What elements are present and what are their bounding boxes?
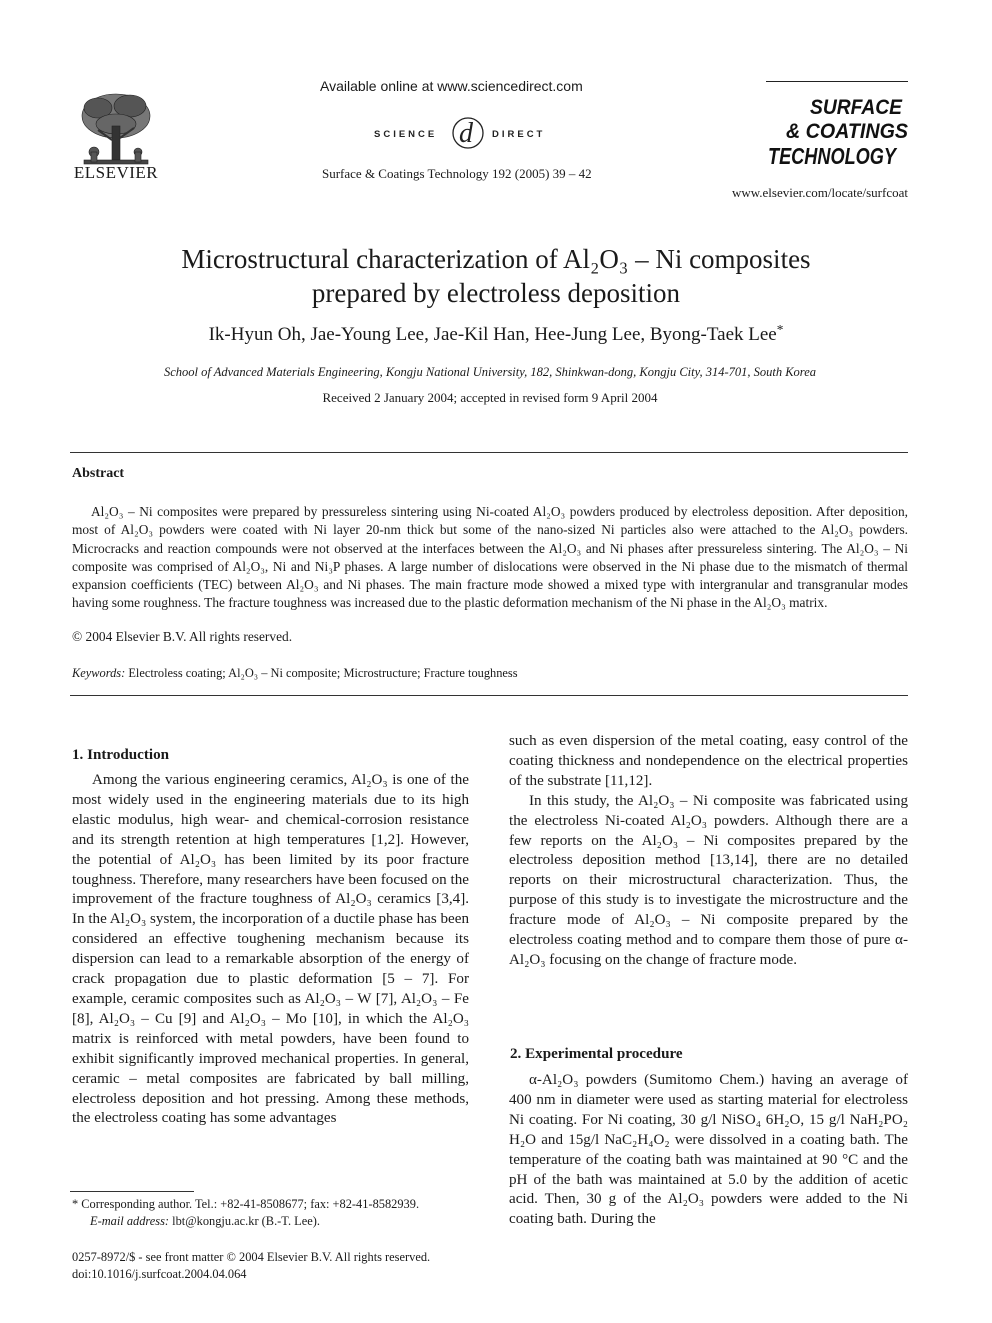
journal-logo-line-3: TECHNOLOGY bbox=[768, 143, 899, 169]
intro-paragraph-1: Among the various engineering ceramics, Al₂O₃ is one of the most widely used in the engineering materials due to its high elastic modulus, high wear- and chemical-corrosion resistance and its strength retention at high temperatures [1,2]. However, the potential of Al₂O₃ has been limited by its poor fracture toughness. Therefore, many researchers have been focused on the improvement of the fracture toughness of Al₂O₃ ceramics [3,4]. In the Al₂O₃ system, the incorporation of a ductile phase has been considered an effective toughening mechanism because its dispersion can lead to a remarkable absorption of the energy of crack propagation due to plastic deformation [5 – 7]. For example, ceramic composites such as Al₂O₃ – W [7], Al₂O₃ – Fe [8], Al₂O₃ – Cu [9] and Al₂O₃ – Mo [10], in which the Al₂O₃ matrix is reinforced with metal powders, have been found to exhibit significantly improved mechanical properties. In general, ceramic – metal composites are fabricated by ball milling, electroless deposition and hot pressing. Among these methods, the electroless coating has some advantages bbox=[72, 772, 469, 1127]
section-heading-introduction: 1. Introduction bbox=[72, 746, 170, 763]
email-address[interactable]: lbt@kongju.ac.kr (B.-T. Lee). bbox=[172, 1214, 320, 1228]
journal-logo-line-2: & COATINGS bbox=[786, 120, 908, 143]
abstract-bottom-rule bbox=[70, 695, 908, 696]
sd-logo-right-text: DIRECT bbox=[492, 129, 546, 140]
journal-url[interactable]: www.elsevier.com/locate/surfcoat bbox=[731, 185, 908, 200]
abstract-copyright: © 2004 Elsevier B.V. All rights reserved. bbox=[72, 629, 293, 644]
experimental-column bbox=[509, 1071, 908, 1230]
footnote-rule bbox=[70, 1191, 194, 1192]
introduction-right-column bbox=[509, 732, 908, 971]
title-line-1: Microstructural characterization of Al₂O₃ – Ni composites bbox=[181, 244, 811, 274]
corresponding-author-mark[interactable]: * bbox=[776, 322, 784, 338]
received-dates: Received 2 January 2004; accepted in revised form 9 April 2004 bbox=[322, 390, 658, 405]
intro-paragraph-2: In this study, the Al₂O₃ – Ni composite was fabricated using the electroless Ni-coated Al₂O₃ powders. Although there are a few reports on the Al₂O₃ – Ni composites prepared by the electroless deposition method [13,14], there are no detailed reports on their microstructural characterization. Thus, the purpose of this study is to investigate the microstructure and the fracture mode of Al₂O₃ – Ni composite prepared by the electroless coating method and to compare them those of pure α-Al₂O₃ focusing on the change of fracture mode. bbox=[509, 792, 908, 968]
sciencedirect-logo bbox=[372, 112, 562, 154]
abstract-body: Al₂O₃ – Ni composites were prepared by pressureless sintering using Ni-coated Al₂O₃ powders produced by electroless deposition. After deposition, most of Al₂O₃ powders were coated with Ni layer 20-nm thick but some of the nano-sized Ni particles also were attached to the Al₂O₃ powders. Microcracks and reaction compounds were not observed at the interfaces between the Al₂O₃ and Ni phases after pressureless sintering. The Al₂O₃ – Ni composite was comprised of Al₂O₃, Ni and Ni₃P phases. A large number of dislocations were observed in the Ni phase due to the mismatch of thermal expansion coefficients (TEC) between Al₂O₃ and Ni phases. The main fracture mode showed a mixed type with intergranular and transgranular modes having some roughness. The fracture toughness was increased due to the plastic deformation mechanism of the Ni phase in the Al₂O₃ matrix. bbox=[72, 504, 908, 611]
email-label: E-mail address: bbox=[90, 1214, 170, 1228]
abstract-top-rule bbox=[70, 452, 908, 453]
issn-line: 0257-8972/$ - see front matter © 2004 Elsevier B.V. All rights reserved. bbox=[72, 1250, 431, 1264]
journal-logo-line-1: SURFACE bbox=[810, 96, 903, 119]
section-heading-experimental: 2. Experimental procedure bbox=[510, 1045, 683, 1062]
introduction-left-column bbox=[72, 771, 469, 1129]
journal-logo-rule bbox=[766, 81, 908, 82]
affiliation: School of Advanced Materials Engineering, Kongju National University, 182, Shinkwan-dong, Kongju City, 314-701, South Korea bbox=[163, 365, 817, 379]
keywords-line bbox=[72, 666, 518, 681]
intro-paragraph-1-continued: such as even dispersion of the metal coating, easy control of the coating thickness and nondependence on the electrical properties of the substrate [11,12]. bbox=[509, 733, 908, 789]
keywords-label: Keywords: bbox=[72, 666, 126, 680]
experimental-paragraph-1: α-Al₂O₃ powders (Sumitomo Chem.) having an average of 400 nm in diameter were used as starting material for electroless Ni coating. For Ni coating, 30 g/l NiSO₄ 6H₂O, 15 g/l NaH₂PO₂ H₂O and 15g/l NaC₂H₄O₂ were dissolved in a coating bath. The temperature of the coating bath was maintained at 90 °C and the pH of the bath was maintained at 5.0 by the addition of acetic acid. Then, 30 g of the Al₂O₃ powders were added to the Ni coating bath. During the bbox=[509, 1072, 908, 1228]
journal-reference: Surface & Coatings Technology 192 (2005) 39 – 42 bbox=[322, 166, 592, 181]
email-footnote bbox=[90, 1213, 320, 1230]
authors-text: Ik-Hyun Oh, Jae-Young Lee, Jae-Kil Han, Hee-Jung Lee, Byong-Taek Lee bbox=[208, 324, 777, 345]
available-online-text: Available online at www.sciencedirect.com bbox=[320, 78, 583, 94]
corresponding-author-footnote: * Corresponding author. Tel.: +82-41-8508677; fax: +82-41-8582939. bbox=[72, 1197, 420, 1211]
abstract-heading: Abstract bbox=[72, 466, 125, 481]
doi-line[interactable]: doi:10.1016/j.surfcoat.2004.04.064 bbox=[72, 1267, 247, 1281]
journal-logo bbox=[766, 92, 908, 172]
svg-text:d: d bbox=[459, 118, 473, 149]
author-list bbox=[100, 324, 892, 346]
article-title bbox=[120, 242, 872, 310]
sd-logo-left-text: SCIENCE bbox=[374, 129, 438, 140]
keywords-list: Electroless coating; Al₂O₃ – Ni composite; Microstructure; Fracture toughness bbox=[128, 666, 518, 680]
title-line-2: prepared by electroless deposition bbox=[311, 278, 681, 308]
publisher-name: ELSEVIER bbox=[73, 163, 159, 182]
